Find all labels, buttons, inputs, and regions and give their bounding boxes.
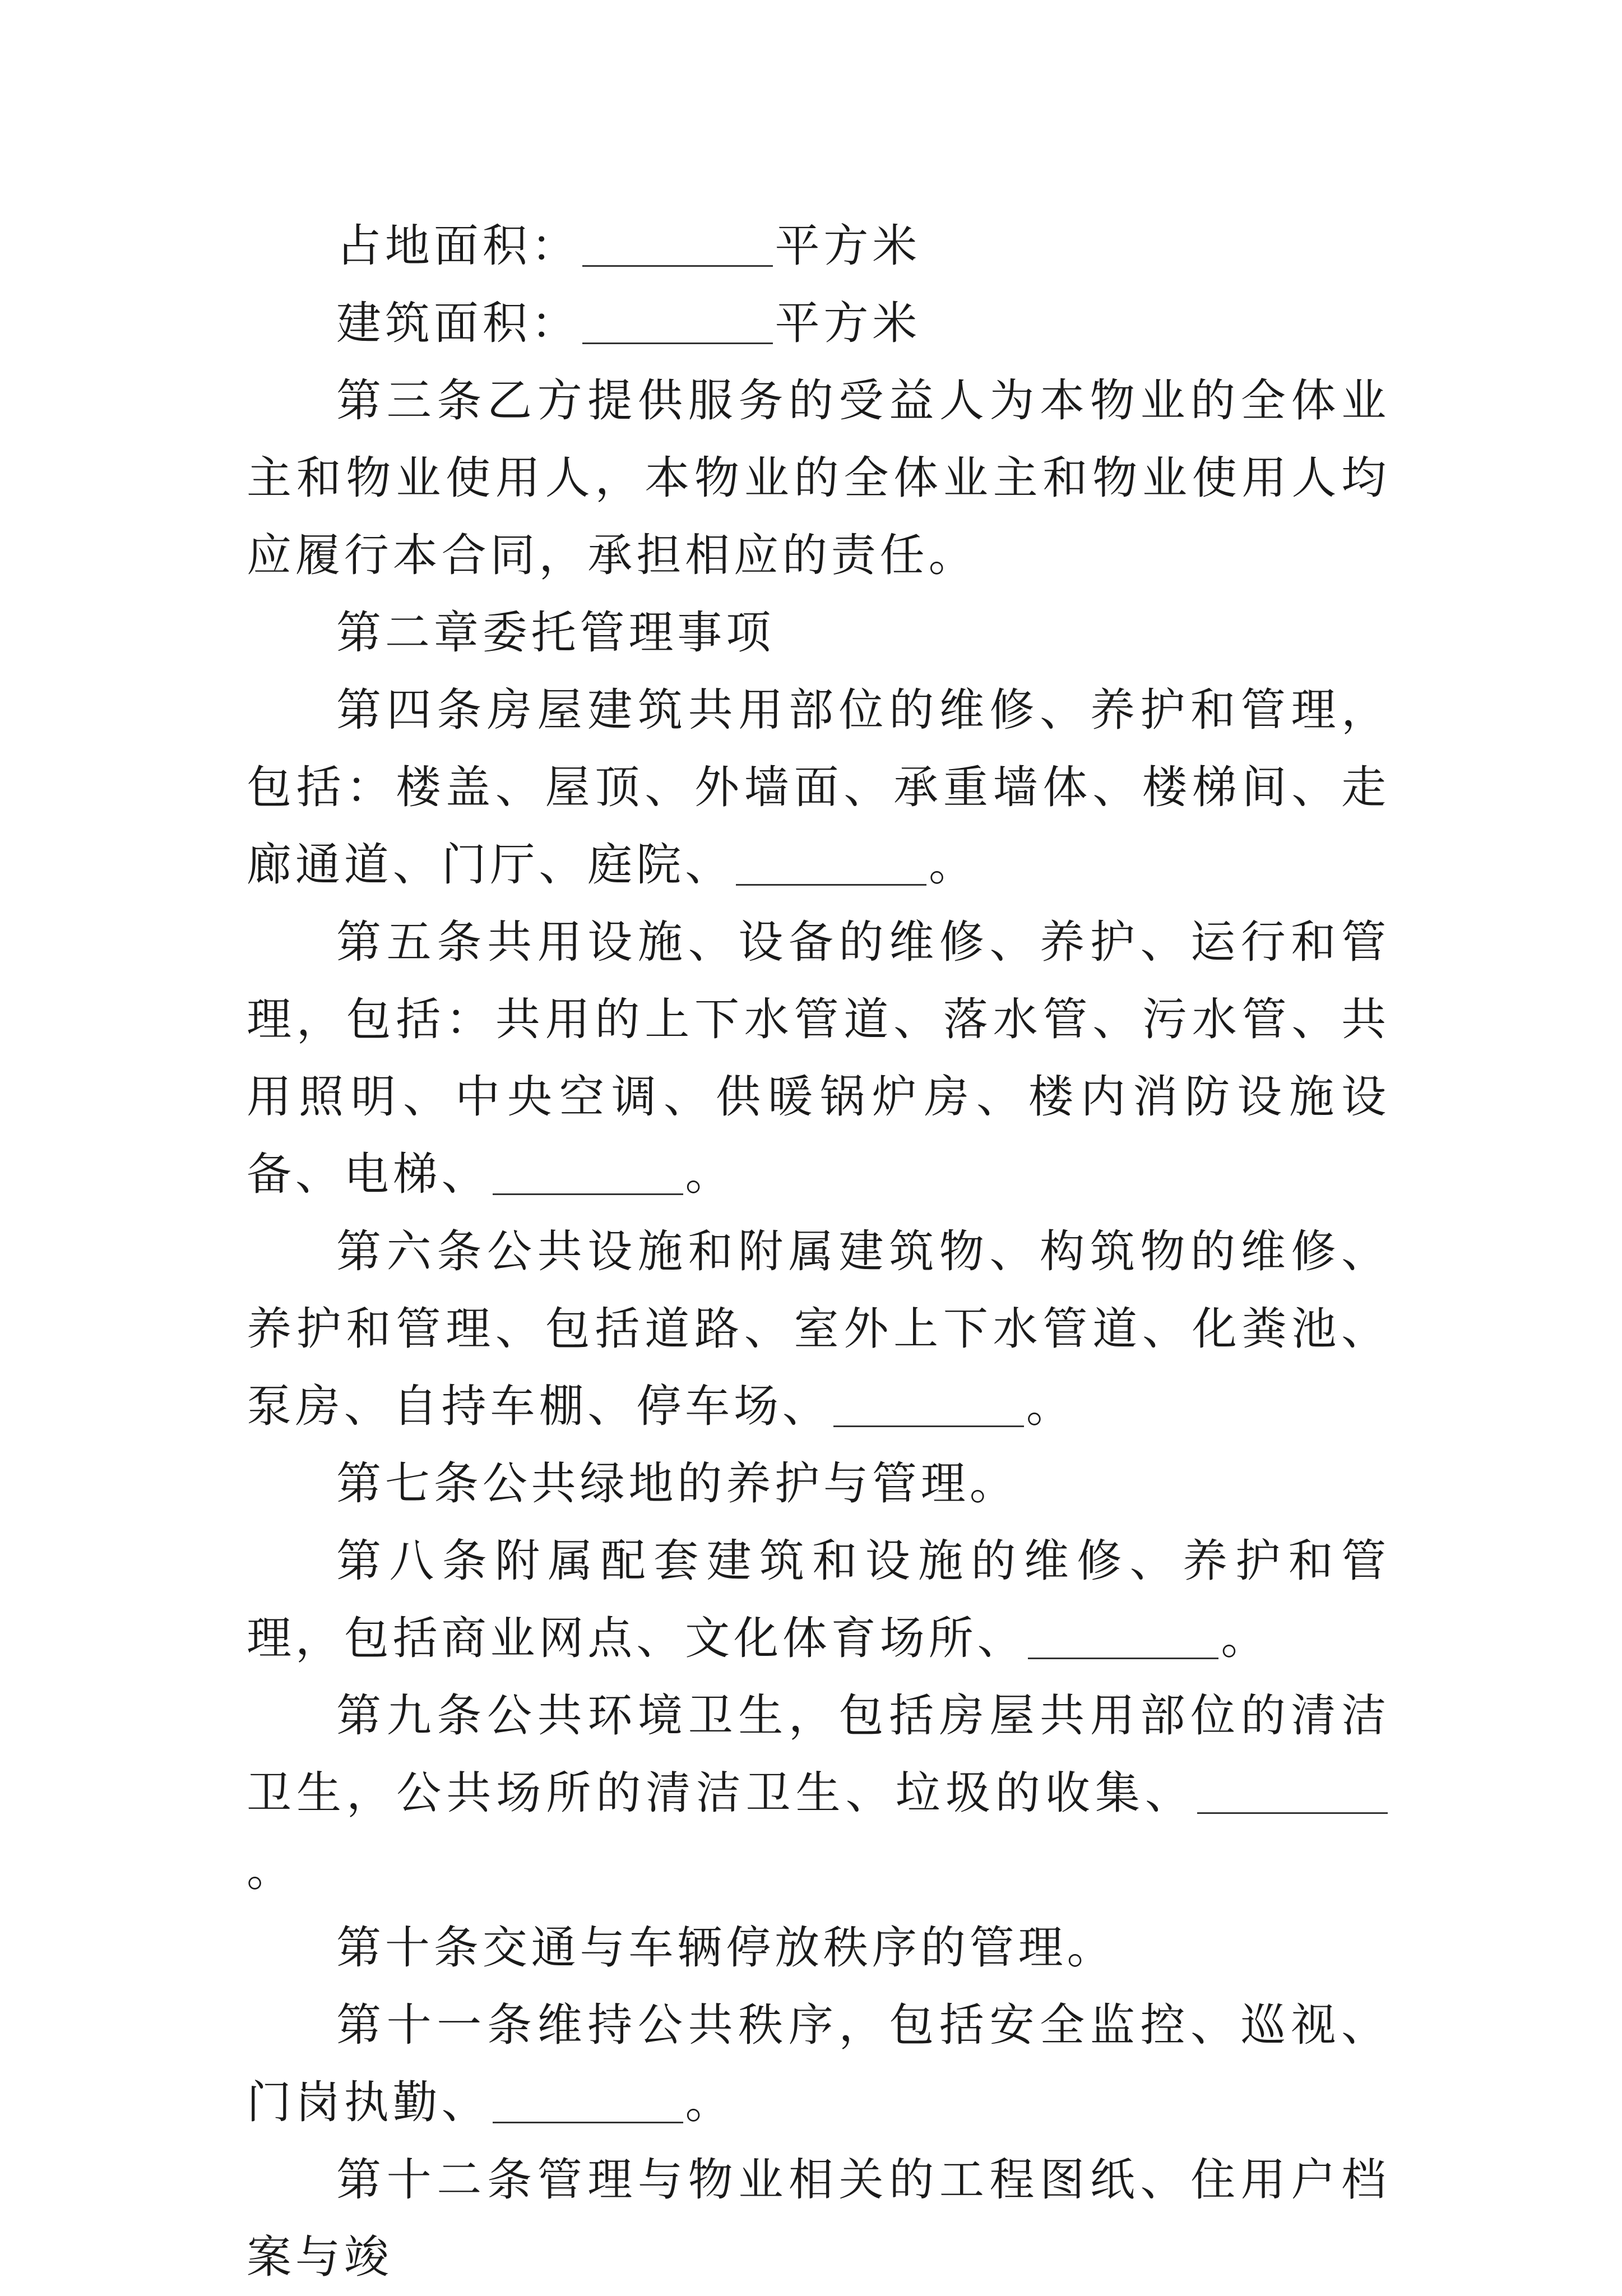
article-6: 第六条公共设施和附属建筑物、构筑物的维修、养护和管理、包括道路、室外上下水管道、化粪池、泵房、自持车棚、停车场、 。	[247, 1225, 1390, 1432]
article-11: 第十一条维持公共秩序，包括安全监控、巡视、门岗执勤、 。	[247, 1999, 1390, 2128]
article-4-blank[interactable]	[736, 839, 926, 886]
article-12: 第十二条管理与物业相关的工程图纸、住用户档案与竣	[247, 2154, 1390, 2283]
article-8: 第八条附属配套建筑和设施的维修、养护和管理，包括商业网点、文化体育场所、 。	[247, 1535, 1390, 1664]
article-5-blank[interactable]	[493, 1149, 683, 1195]
article-10: 第十条交通与车辆停放秩序的管理。	[336, 1922, 1116, 1974]
building-area-line: 建筑面积： 平方米	[336, 297, 921, 349]
land-area-line: 占地面积： 平方米	[336, 220, 921, 272]
article-5: 第五条共用设施、设备的维修、养护、运行和管理，包括：共用的上下水管道、落水管、污水管、共用照明、中央空调、供暖锅炉房、楼内消防设施设备、电梯、 。	[247, 916, 1390, 1200]
article-9: 第九条公共环境卫生，包括房屋共用部位的清洁卫生，公共场所的清洁卫生、垃圾的收集、。	[247, 1689, 1390, 1896]
document-page	[247, 207, 1390, 2296]
building-area-blank[interactable]	[582, 298, 773, 344]
article-11-blank[interactable]	[493, 2077, 683, 2123]
article-6-blank[interactable]	[833, 1381, 1024, 1427]
land-area-blank[interactable]	[582, 220, 773, 267]
article-8-blank[interactable]	[1028, 1613, 1218, 1659]
article-4: 第四条房屋建筑共用部位的维修、养护和管理，包括：楼盖、屋顶、外墙面、承重墙体、楼梯间、走廊通道、门厅、庭院、 。	[247, 684, 1390, 891]
article-9-blank[interactable]	[1197, 1767, 1388, 1814]
article-3: 第三条乙方提供服务的受益人为本物业的全体业主和物业使用人，本物业的全体业主和物业使用人均应履行本合同，承担相应的责任。	[247, 374, 1390, 581]
chapter-2-heading: 第二章委托管理事项	[336, 607, 775, 659]
article-7: 第七条公共绿地的养护与管理。	[336, 1457, 1018, 1510]
